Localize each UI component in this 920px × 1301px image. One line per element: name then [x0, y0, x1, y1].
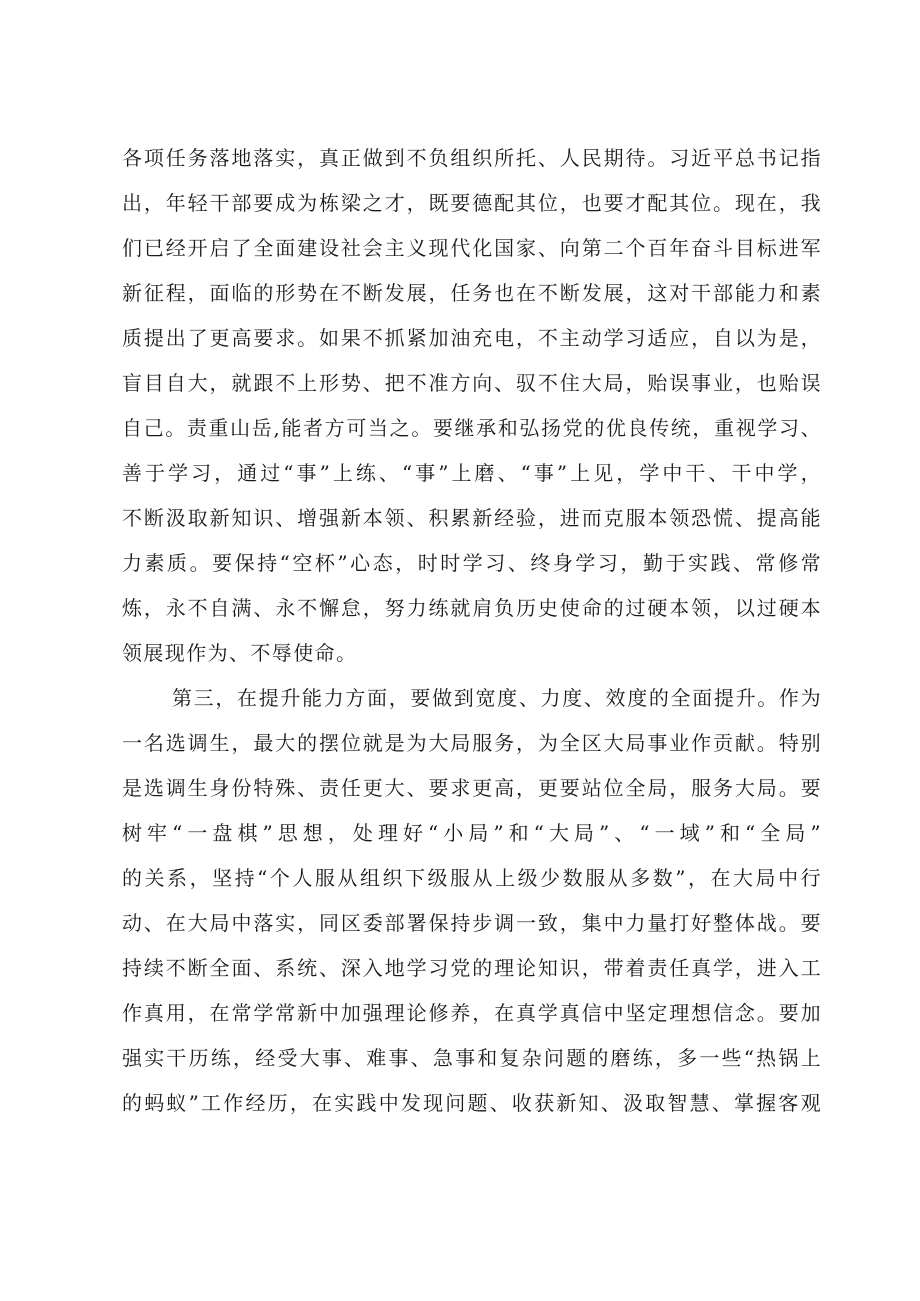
- text-line: 一名选调生，最大的摆位就是为大局服务，为全区大局事业作贡献。特别: [122, 731, 822, 755]
- text-line: 强实干历练，经受大事、难事、急事和复杂问题的磨练，多一些“热锅上: [122, 1046, 822, 1070]
- text-line: 持续不断全面、系统、深入地学习党的理论知识，带着责任真学，进入工: [122, 956, 822, 980]
- text-line: 质提出了更高要求。如果不抓紧加油充电，不主动学习适应，自以为是，: [122, 326, 822, 350]
- text-line: 的关系，坚持“个人服从组织下级服从上级少数服从多数”，在大局中行: [122, 866, 822, 890]
- text-line: 们已经开启了全面建设社会主义现代化国家、向第二个百年奋斗目标进军: [122, 236, 822, 260]
- text-line: 是选调生身份特殊、责任更大、要求更高，更要站位全局，服务大局。要: [122, 776, 822, 800]
- text-line: 的蚂蚁”工作经历，在实践中发现问题、收获新知、汲取智慧、掌握客观: [122, 1091, 822, 1115]
- text-line: 炼，永不自满、永不懈怠，努力练就肩负历史使命的过硬本领，以过硬本: [122, 596, 822, 620]
- text-line: 自己。责重山岳,能者方可当之。要继承和弘扬党的优良传统，重视学习、: [122, 416, 822, 440]
- text-line: 力素质。要保持“空杯”心态，时时学习、终身学习，勤于实践、常修常: [122, 551, 822, 575]
- text-line: 各项任务落地落实，真正做到不负组织所托、人民期待。习近平总书记指: [122, 146, 822, 170]
- text-line: 树牢“一盘棋”思想，处理好“小局”和“大局”、“一域”和“全局”: [122, 821, 822, 845]
- text-line: 盲目自大，就跟不上形势、把不准方向、驭不住大局，贻误事业，也贻误: [122, 371, 822, 395]
- text-line: 动、在大局中落实，同区委部署保持步调一致，集中力量打好整体战。要: [122, 911, 822, 935]
- text-line: 不断汲取新知识、增强新本领、积累新经验，进而克服本领恐慌、提高能: [122, 506, 822, 530]
- text-line: 善于学习，通过“事”上练、“事”上磨、“事”上见，学中干、干中学，: [122, 461, 822, 485]
- paragraph-first-line: 第三，在提升能力方面，要做到宽度、力度、效度的全面提升。作为: [172, 686, 822, 710]
- text-line: 出，年轻干部要成为栋梁之才，既要德配其位，也要才配其位。现在，我: [122, 191, 822, 215]
- text-line: 领展现作为、不辱使命。: [122, 641, 358, 665]
- text-line: 新征程，面临的形势在不断发展，任务也在不断发展，这对干部能力和素: [122, 281, 822, 305]
- text-line: 作真用，在常学常新中加强理论修养，在真学真信中坚定理想信念。要加: [122, 1001, 822, 1025]
